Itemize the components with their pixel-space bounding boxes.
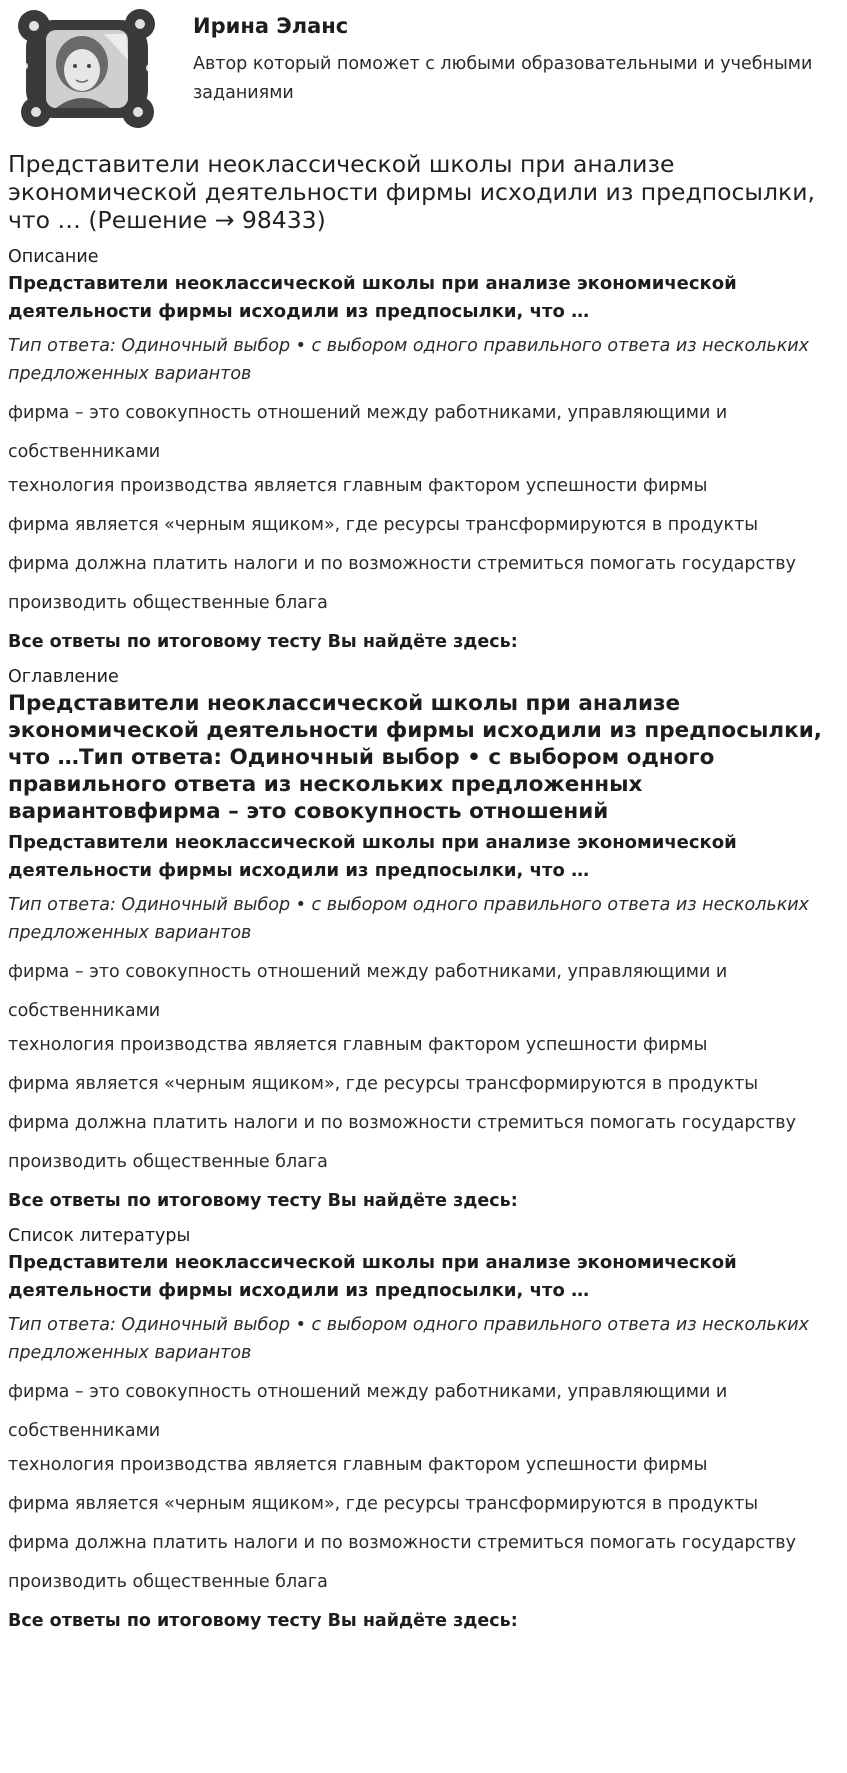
- section-label: Описание: [8, 247, 99, 267]
- section-label: Список литературы: [8, 1226, 191, 1246]
- question-text: Представители неоклассической школы при анализе экономической деятельности фирмы исходили из предпосылки, что …: [8, 832, 737, 881]
- answer-option: фирма является «черным ящиком», где ресурсы трансформируются в продукты: [8, 1074, 759, 1094]
- answer-type: Тип ответа: Одиночный выбор • с выбором одного правильного ответа из нескольких предложенных вариантов: [8, 895, 810, 943]
- question-text: Представители неоклассической школы при анализе экономической деятельности фирмы исходили из предпосылки, что …: [8, 1252, 737, 1301]
- answer-option: производить общественные блага: [8, 593, 328, 613]
- answers-link-note: Все ответы по итоговому тесту Вы найдёте здесь:: [8, 1611, 518, 1631]
- author-description: Автор который поможет с любыми образовательными и учебными заданиями: [193, 54, 813, 103]
- answer-option: производить общественные блага: [8, 1572, 328, 1592]
- question-text: Представители неоклассической школы при анализе экономической деятельности фирмы исходили из предпосылки, что …: [8, 273, 737, 322]
- author-avatar: [16, 8, 158, 130]
- section-toc: [8, 666, 839, 1215]
- author-card: [8, 0, 839, 132]
- answer-option: фирма должна платить налоги и по возможности стремиться помогать государству: [8, 1533, 796, 1553]
- answer-option: фирма – это совокупность отношений между работниками, управляющими и собственниками: [8, 1382, 728, 1441]
- toc-heading[interactable]: Представители неоклассической школы при анализе экономической деятельности фирмы исходили из предпосылки, что …Тип ответа: Одиночный выбор • с выбором одного правильного ответа из нескольких предложенных вариантовфирма – это совокупность отношений: [8, 691, 822, 824]
- answer-option: технология производства является главным фактором успешности фирмы: [8, 1035, 708, 1055]
- answer-option: фирма является «черным ящиком», где ресурсы трансформируются в продукты: [8, 1494, 759, 1514]
- answer-option: производить общественные блага: [8, 1152, 328, 1172]
- answer-option: фирма должна платить налоги и по возможности стремиться помогать государству: [8, 1113, 796, 1133]
- answer-option: фирма является «черным ящиком», где ресурсы трансформируются в продукты: [8, 515, 759, 535]
- section-label: Оглавление: [8, 667, 119, 687]
- answer-type: Тип ответа: Одиночный выбор • с выбором одного правильного ответа из нескольких предложенных вариантов: [8, 336, 810, 384]
- answers-link-note: Все ответы по итоговому тесту Вы найдёте здесь:: [8, 632, 518, 652]
- answer-option: технология производства является главным фактором успешности фирмы: [8, 476, 708, 496]
- author-info: [193, 12, 833, 108]
- page-title: Представители неоклассической школы при анализе экономической деятельности фирмы исходили из предпосылки, что … (Решение → 98433): [8, 150, 815, 234]
- section-references: [8, 1225, 839, 1635]
- answer-option: фирма должна платить налоги и по возможности стремиться помогать государству: [8, 554, 796, 574]
- answers-link-note: Все ответы по итоговому тесту Вы найдёте здесь:: [8, 1191, 518, 1211]
- answer-type: Тип ответа: Одиночный выбор • с выбором одного правильного ответа из нескольких предложенных вариантов: [8, 1315, 810, 1363]
- answer-option: фирма – это совокупность отношений между работниками, управляющими и собственниками: [8, 403, 728, 462]
- section-description: [8, 246, 839, 656]
- answer-option: технология производства является главным фактором успешности фирмы: [8, 1455, 708, 1475]
- answer-option: фирма – это совокупность отношений между работниками, управляющими и собственниками: [8, 962, 728, 1021]
- author-name[interactable]: Ирина Эланс: [193, 14, 349, 38]
